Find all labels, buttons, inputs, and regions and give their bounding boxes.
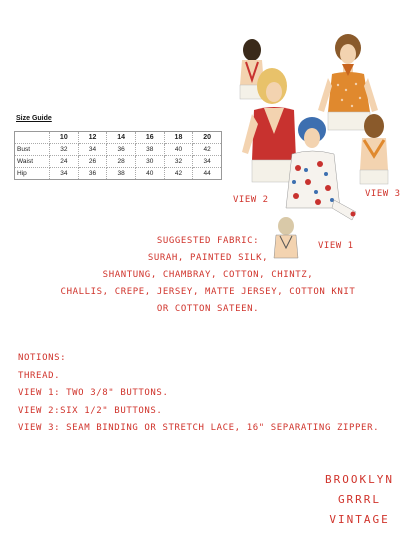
size-row-waist: [15, 156, 222, 168]
size-cell: 42: [193, 144, 222, 156]
size-header-cell: [15, 132, 50, 144]
notions-line: VIEW 2:SIX 1/2" BUTTONS.: [18, 405, 163, 416]
size-cell: 24: [50, 156, 79, 168]
figure-back-view-bow: [360, 114, 388, 184]
size-cell: 44: [193, 168, 222, 180]
size-cell: 28: [107, 156, 136, 168]
brand-line: BROOKLYN: [325, 473, 394, 486]
size-header-cell: 12: [78, 132, 107, 144]
size-cell: 36: [107, 144, 136, 156]
brand-line: VINTAGE: [329, 513, 390, 526]
size-header-row: [15, 132, 222, 144]
row-label: Hip: [15, 168, 50, 180]
row-label: Waist: [15, 156, 50, 168]
figure-orange-halter: [318, 34, 378, 130]
size-row-bust: [15, 144, 222, 156]
size-cell: 40: [164, 144, 193, 156]
notions-heading: NOTIONS:: [18, 353, 67, 363]
size-row-hip: [15, 168, 222, 180]
notions-line: THREAD.: [18, 370, 61, 381]
fabric-line: OR COTTON SATEEN.: [156, 304, 260, 314]
size-cell: 38: [107, 168, 136, 180]
size-header-cell: 14: [107, 132, 136, 144]
size-cell: 34: [193, 156, 222, 168]
fabric-heading: SUGGESTED FABRIC:: [156, 236, 260, 246]
size-cell: 34: [50, 168, 79, 180]
size-cell: 34: [78, 144, 107, 156]
size-cell: 26: [78, 156, 107, 168]
suggested-fabric: [0, 233, 416, 318]
size-header-cell: 10: [50, 132, 79, 144]
view-3-label: VIEW 3: [365, 189, 401, 199]
size-cell: 32: [50, 144, 79, 156]
size-header-cell: 18: [164, 132, 193, 144]
size-guide-title: Size Guide: [16, 115, 52, 122]
notions: [18, 350, 379, 438]
fabric-line: SURAH, PAINTED SILK,: [147, 253, 269, 263]
brand-logo: [325, 470, 394, 530]
fabric-line: CHALLIS, CREPE, JERSEY, MATTE JERSEY, COTTON KNIT: [60, 287, 356, 297]
size-cell: 38: [135, 144, 164, 156]
pattern-illustration: [224, 30, 416, 260]
row-label: Bust: [15, 144, 50, 156]
size-cell: 42: [164, 168, 193, 180]
size-header-cell: 20: [193, 132, 222, 144]
size-cell: 36: [78, 168, 107, 180]
notions-line: VIEW 1: TWO 3/8" BUTTONS.: [18, 388, 169, 398]
size-guide-table: [14, 131, 222, 180]
size-cell: 30: [135, 156, 164, 168]
size-header-cell: 16: [135, 132, 164, 144]
view-1-label: VIEW 1: [318, 241, 354, 251]
fabric-line: SHANTUNG, CHAMBRAY, COTTON, CHINTZ,: [102, 270, 314, 280]
brand-line: GRRRL: [337, 493, 382, 506]
view-2-label: VIEW 2: [233, 195, 269, 205]
figure-floral-halter: [286, 117, 356, 220]
size-cell: 40: [135, 168, 164, 180]
notions-line: VIEW 3: SEAM BINDING OR STRETCH LACE, 16" SEPARATING ZIPPER.: [18, 423, 380, 433]
size-cell: 32: [164, 156, 193, 168]
